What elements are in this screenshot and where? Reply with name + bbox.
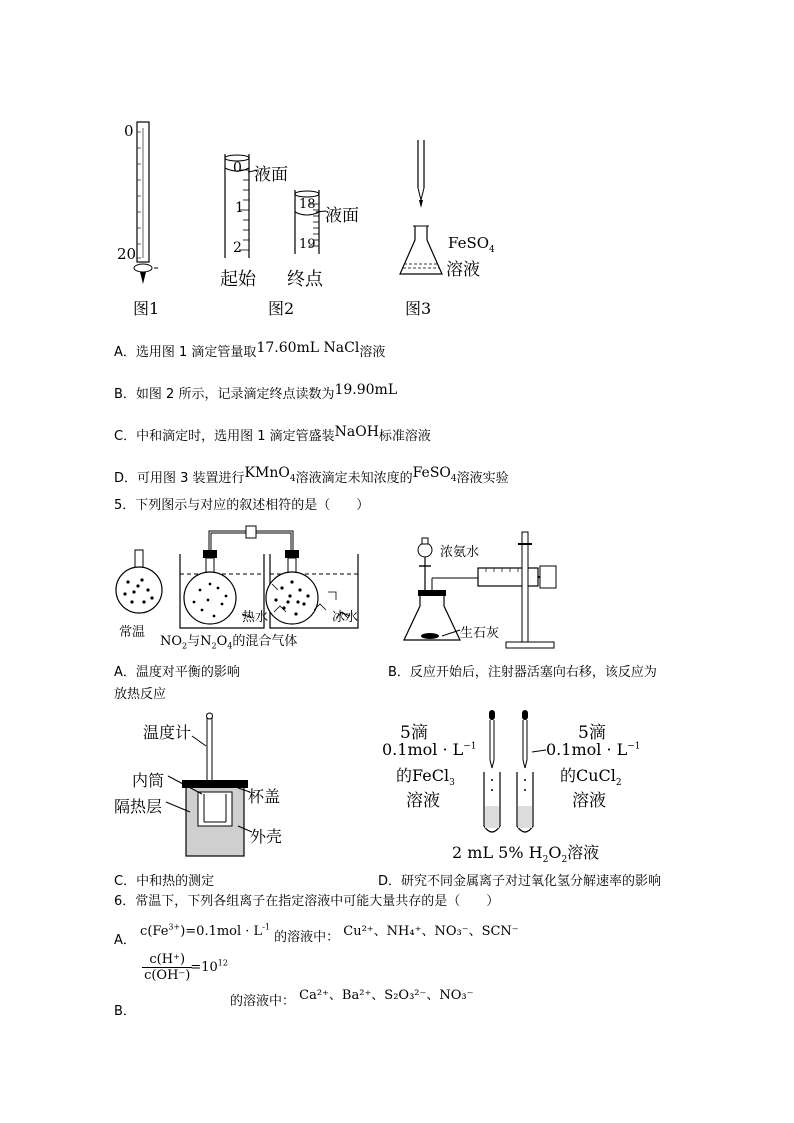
room-temp-label: 常温 [119,625,146,640]
q6-option-b: B． $\frac{c(H^+)}{c(OH^-)}$ $=10^{12}$ [114,952,228,1019]
start-mark-2: 2 [233,240,242,256]
figure-5d-test-tubes [478,708,548,840]
left-salt-label: 的FeCl$_3$ [396,766,455,789]
q5-option-d: D．研究不同金属离子对过氧化氢分解速率的影响 [378,874,662,889]
q4-option-c: C．中和滴定时，选用图 1 滴定管盛装NaOH标准溶液 [114,424,431,444]
flask-solution-formula: FeSO$_4$ [448,234,495,255]
lid-label: 杯盖 [248,787,281,806]
shell-label: 外壳 [250,827,283,846]
end-label: 终点 [287,269,323,290]
ammonia-label: 浓氨水 [440,545,480,560]
right-conc-label: $0.1mol \cdot L^{-1}$ [546,740,641,759]
q5-option-b-line2: 放热反应 [114,687,167,702]
right-solution-label: 溶液 [572,791,606,811]
gas-mixture-label: $NO_2$与$N_2O_4$的混合气体 [160,634,298,651]
q4-option-b: B．如图 2 所示，记录滴定终点读数为19.90mL [114,382,398,402]
insulation-label: 隔热层 [114,797,163,816]
peroxide-label: 2 mL 5% $H_2O_2$溶液 [452,843,600,866]
q5-option-c: C．中和热的测定 [114,874,215,889]
thermometer-label: 温度计 [143,723,192,742]
start-mark-1: 1 [235,200,244,216]
right-salt-label: 的CuCl$_2$ [560,766,622,789]
inner-cup-label: 内筒 [132,771,165,790]
figure-2-caption: 图2 [268,299,295,318]
figure-burette-1 [110,118,170,318]
hot-water-label: 热水 [242,610,269,625]
burette-mark-20: 20 [117,245,137,263]
start-surface-label: 液面 [254,165,288,185]
ice-water-label: 冰水 [332,610,359,625]
end-mark-19: 19 [299,237,316,252]
start-mark-0: 0 [233,160,242,176]
q6-stem: 6．常温下，下列各组离子在指定溶液中可能大量共存的是（ ） [114,894,500,909]
q4-option-d: D．可用图 3 装置进行KMnO$_4$溶液滴定未知浓度的FeSO$_4$溶液实验 [114,465,509,486]
figure-3-caption: 图3 [405,299,432,318]
left-solution-label: 溶液 [406,791,440,811]
q4-option-a: A．选用图 1 滴定管量取17.60mL NaCl溶液 [114,340,386,360]
q5-option-a: A．温度对平衡的影响 [114,665,240,680]
q6-option-a: A． $c(Fe^{3+})=0.1mol \cdot L^{-1}$ 的溶液中： Cu²⁺、NH₄⁺、NO₃⁻、SCN⁻ [114,922,519,948]
flask-solution-label: 溶液 [446,260,480,280]
end-surface-label: 液面 [325,206,359,226]
figure-1-caption: 图1 [133,299,160,318]
lime-label: 生石灰 [460,626,500,641]
figure-titration-flask [394,138,454,283]
left-drops-label: 5滴 [400,723,428,743]
left-conc-label: $0.1mol \cdot L^{-1}$ [382,740,477,759]
right-drops-label: 5滴 [578,723,606,743]
hydrogen-ratio-fraction: $\frac{c(H^+)}{c(OH^-)}$ [144,952,191,983]
q5-option-b-line1: B．反应开始后，注射器活塞向右移，该反应为 [388,665,657,680]
burette-mark-0: 0 [124,122,134,140]
end-mark-18: 18 [299,197,316,212]
q5-stem: 5．下列图示与对应的叙述相符的是（ ） [114,498,370,513]
start-label: 起始 [220,269,256,290]
q6-option-b-tail: 的溶液中： Ca²⁺、Ba²⁺、S₂O₃²⁻、NO₃⁻ [230,988,474,1009]
